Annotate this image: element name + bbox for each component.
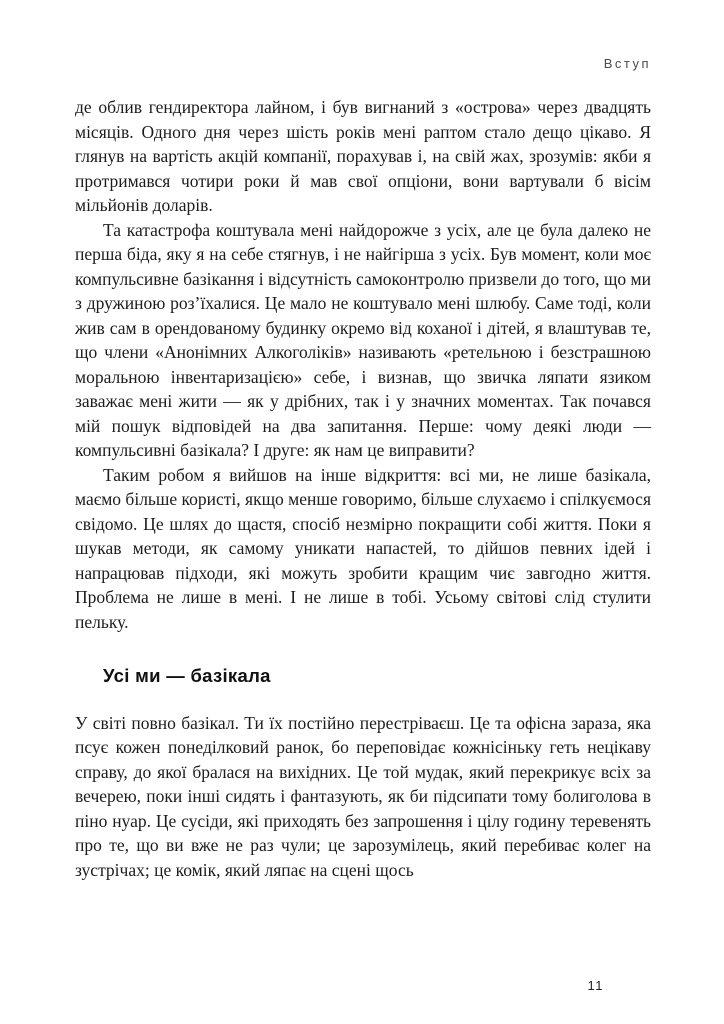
paragraph: Та катастрофа коштувала мені найдорожче з усіх, але це була далеко не перша біда, яку я на себе стягнув, і не найгірша з усіх. Був момент, коли моє компульсивне базікання і відсутність самоконтролю призвели до того, що ми з дружиною роз’їхалися. Це мало не коштувало мені шлюбу. Саме тоді, коли жив сам в орендованому будинку окремо від коханої і дітей, я влаштував те, що члени «Анонімних Алкоголіків» називають «ретельною і безстрашною моральною інвентаризацією» себе, і визнав, що звичка ляпати язиком заважає мені жити — як у дрібних, так і у значних моментах. Так почався мій пошук відповідей на два запитання. Перше: чому деякі люди — компульсивні базікала? І друге: як нам це виправити? (75, 219, 651, 460)
paragraph: Таким робом я вийшов на інше відкриття: всі ми, не лише базікала, маємо більше користі, якщо менше говоримо, більше слухаємо і спілкуємося свідомо. Це шлях до щастя, спосіб незмірно покращити собі життя. Поки я шукав методи, як самому уникати напастей, то дійшов певних ідей і напрацював підходи, які можуть зробити кращим чиє завгодно життя. Проблема не лише в мені. І не лише в тобі. Усьому світові слід стулити пельку. (75, 464, 651, 632)
running-header: Вступ (603, 56, 651, 71)
paragraph-continuation: де облив гендиректора лайном, і був вигнаний з «острова» через двадцять місяців. Одного дня через шість років мені раптом стало дещо цікаво. Я глянув на вартість акцій компанії, порахував і, на свій жах, зрозумів: якби я протримався чотири роки й мав свої опціони, вони вартували б вісім мільйонів доларів. (75, 97, 651, 215)
page-body (75, 95, 651, 882)
page-number: 11 (587, 978, 604, 993)
section-heading: Усі ми — базікала (103, 665, 271, 686)
paragraph: У світі повно базікал. Ти їх постійно перестріваєш. Це та офісна зараза, яка псує кожен понеділковий ранок, бо переповідає кожнісіньку геть нецікаву справу, до якої бралася на вихідних. Це той мудак, який перекрикує всіх за вечерею, поки інші сидять і фантазують, як би підсипати тому болиголова в піно нуар. Це сусіди, які приходять без запрошення і цілу годину теревенять про те, що ви вже не раз чули; це зарозумілець, який перебиває колег на зустрічах; це комік, який ляпає на сцені щось (75, 712, 651, 880)
